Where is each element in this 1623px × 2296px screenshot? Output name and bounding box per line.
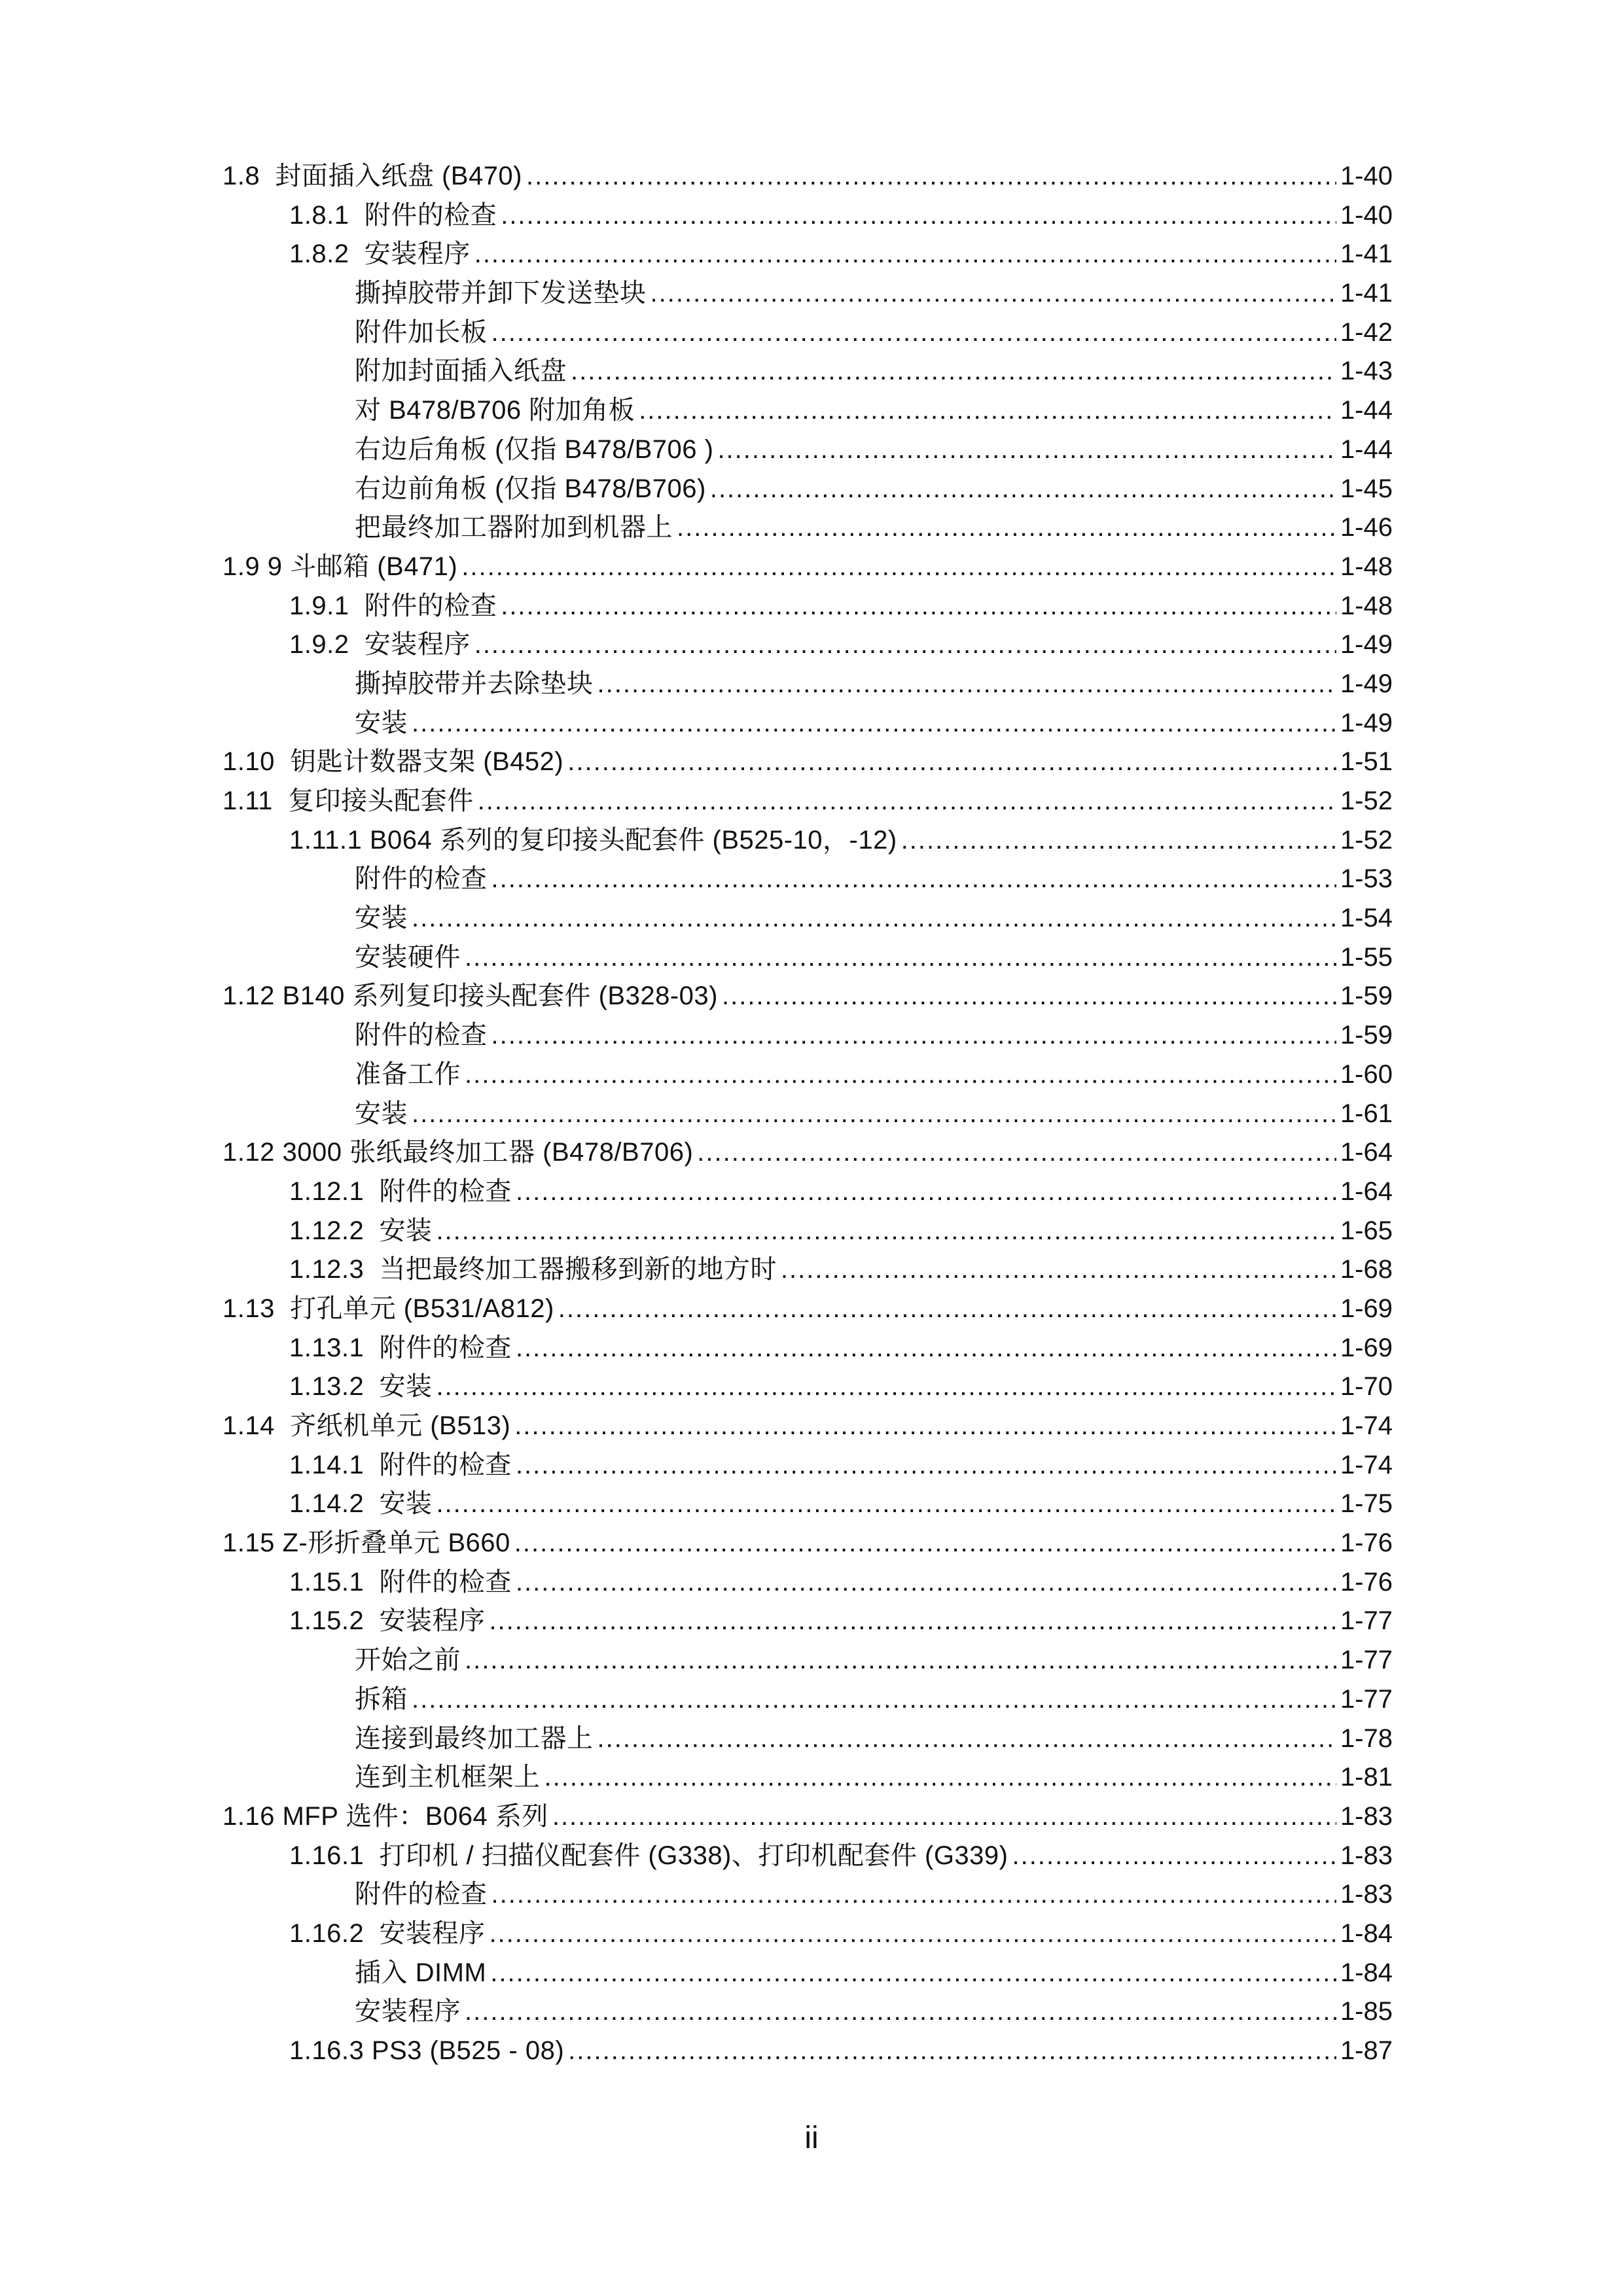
toc-entry-title: 1.8.2 安装程序 (289, 239, 471, 269)
toc-entry-title: 附件的检查 (355, 1880, 488, 1909)
toc-entry-title: 附加封面插入纸盘 (355, 357, 567, 386)
toc-entry-page: 1-69 (1340, 1294, 1393, 1323)
toc-entry-page: 1-43 (1340, 357, 1393, 386)
toc-entry-title: 对 B478/B706 附加角板 (355, 396, 635, 425)
toc-entry-page: 1-76 (1340, 1528, 1393, 1558)
toc-entry-page: 1-59 (1340, 1021, 1393, 1050)
toc-entry-page: 1-40 (1340, 162, 1393, 190)
toc-entry[interactable] (223, 1250, 1393, 1290)
toc-dot-leader (597, 665, 1336, 704)
toc-entry[interactable] (223, 235, 1393, 274)
toc-dot-leader (558, 1290, 1336, 1329)
toc-entry-title: 1.13.2 安装 (289, 1372, 433, 1402)
toc-entry[interactable] (223, 157, 1393, 196)
toc-dot-leader (465, 1992, 1336, 2032)
toc-entry-title: 1.14.1 附件的检查 (289, 1450, 512, 1479)
toc-entry-page: 1-41 (1340, 279, 1393, 308)
toc-entry-page: 1-74 (1340, 1450, 1393, 1479)
toc-entry-page: 1-54 (1340, 904, 1393, 933)
toc-entry-page: 1-77 (1340, 1684, 1393, 1714)
toc-entry-page: 1-61 (1340, 1099, 1393, 1128)
toc-dot-leader (412, 899, 1336, 938)
toc-dot-leader (501, 587, 1336, 626)
toc-entry-title: 安装硬件 (355, 942, 461, 972)
table-of-contents (223, 157, 1393, 2071)
toc-entry[interactable] (223, 196, 1393, 236)
toc-dot-leader (491, 1016, 1336, 1055)
toc-entry-title: 连到主机框架上 (355, 1763, 541, 1792)
toc-dot-leader (597, 1720, 1336, 1759)
toc-entry-page: 1-55 (1340, 942, 1393, 972)
toc-entry-title: 1.13.1 附件的检查 (289, 1333, 512, 1362)
toc-dot-leader (514, 1407, 1336, 1446)
toc-entry-page: 1-52 (1340, 786, 1393, 815)
toc-entry-page: 1-44 (1340, 434, 1393, 464)
toc-entry-page: 1-44 (1340, 396, 1393, 425)
toc-entry-title: 1.9.2 安装程序 (289, 630, 471, 660)
toc-dot-leader (781, 1250, 1336, 1290)
toc-entry-title: 1.8.1 附件的检查 (289, 200, 497, 230)
toc-entry-title: 插入 DIMM (355, 1958, 487, 1987)
toc-dot-leader (478, 782, 1336, 821)
toc-dot-leader (651, 274, 1336, 313)
toc-dot-leader (465, 1055, 1336, 1095)
toc-dot-leader (697, 1133, 1336, 1173)
toc-dot-leader (501, 196, 1336, 236)
toc-dot-leader (491, 860, 1336, 899)
toc-entry[interactable] (223, 1954, 1393, 1993)
toc-dot-leader (677, 508, 1336, 548)
toc-entry-title: 1.12.1 附件的检查 (289, 1176, 512, 1206)
toc-entry-page: 1-49 (1340, 669, 1393, 698)
toc-entry-page: 1-74 (1340, 1411, 1393, 1440)
toc-entry[interactable] (223, 2032, 1393, 2071)
toc-entry[interactable] (223, 352, 1393, 391)
toc-dot-leader (461, 548, 1336, 587)
toc-entry[interactable] (223, 1329, 1393, 1368)
toc-entry[interactable] (223, 508, 1393, 548)
toc-entry-page: 1-84 (1340, 1958, 1393, 1987)
toc-dot-leader (474, 626, 1336, 665)
toc-dot-leader (568, 2032, 1336, 2071)
toc-entry-title: 右边后角板 (仅指 B478/B706 ) (355, 434, 714, 464)
toc-entry-title: 附件的检查 (355, 1021, 488, 1050)
toc-dot-leader (491, 313, 1336, 353)
toc-entry-page: 1-49 (1340, 630, 1393, 660)
toc-entry-title: 1.9.1 附件的检查 (289, 591, 497, 620)
toc-dot-leader (474, 235, 1336, 274)
toc-entry-page: 1-76 (1340, 1567, 1393, 1597)
toc-entry-page: 1-64 (1340, 1176, 1393, 1206)
toc-entry[interactable] (223, 587, 1393, 626)
toc-dot-leader (436, 1212, 1336, 1251)
toc-dot-leader (717, 431, 1336, 470)
toc-entry-title: 1.16 MFP 选件：B064 系列 (223, 1801, 548, 1831)
toc-entry-title: 1.9 9 斗邮箱 (B471) (223, 552, 458, 581)
toc-entry-title: 1.12.3 当把最终加工器搬移到新的地方时 (289, 1255, 777, 1284)
toc-entry[interactable] (223, 1055, 1393, 1095)
toc-dot-leader (465, 938, 1336, 978)
toc-entry[interactable] (223, 938, 1393, 978)
toc-dot-leader (436, 1368, 1336, 1407)
toc-entry-title: 安装 (355, 904, 408, 933)
toc-entry-title: 安装程序 (355, 1997, 461, 2026)
toc-dot-leader (516, 1173, 1336, 1212)
toc-entry[interactable] (223, 1290, 1393, 1329)
toc-entry[interactable] (223, 1485, 1393, 1524)
toc-dot-leader (489, 1602, 1336, 1641)
toc-entry-page: 1-87 (1340, 2036, 1393, 2065)
toc-entry-title: 拆箱 (355, 1684, 408, 1714)
toc-entry-page: 1-65 (1340, 1216, 1393, 1245)
toc-entry-title: 安装 (355, 708, 408, 737)
toc-dot-leader (489, 1915, 1336, 1954)
toc-dot-leader (722, 977, 1336, 1016)
toc-entry[interactable] (223, 665, 1393, 704)
toc-dot-leader (514, 1524, 1336, 1563)
toc-entry-page: 1-51 (1340, 747, 1393, 777)
toc-entry[interactable] (223, 1602, 1393, 1641)
toc-entry[interactable] (223, 860, 1393, 899)
toc-entry-page: 1-41 (1340, 239, 1393, 269)
toc-entry-page: 1-75 (1340, 1489, 1393, 1519)
toc-dot-leader (436, 1485, 1336, 1524)
toc-dot-leader (571, 352, 1336, 391)
toc-entry[interactable] (223, 431, 1393, 470)
toc-entry-title: 1.14 齐纸机单元 (B513) (223, 1411, 511, 1440)
toc-entry-title: 开始之前 (355, 1646, 461, 1675)
toc-entry-page: 1-60 (1340, 1059, 1393, 1089)
toc-entry[interactable] (223, 782, 1393, 821)
toc-entry[interactable] (223, 1563, 1393, 1602)
toc-entry-title: 1.12 3000 张纸最终加工器 (B478/B706) (223, 1138, 694, 1167)
toc-entry-title: 1.16.2 安装程序 (289, 1918, 486, 1948)
toc-entry-title: 撕掉胶带并去除垫块 (355, 669, 594, 698)
toc-dot-leader (491, 1875, 1336, 1915)
toc-entry[interactable] (223, 1095, 1393, 1134)
toc-entry-title: 1.16.3 PS3 (B525 - 08) (289, 2036, 565, 2065)
toc-entry[interactable] (223, 470, 1393, 509)
toc-dot-leader (544, 1758, 1336, 1797)
toc-entry-title: 1.12.2 安装 (289, 1216, 433, 1245)
toc-entry[interactable] (223, 626, 1393, 665)
toc-entry[interactable] (223, 1992, 1393, 2032)
toc-entry[interactable] (223, 1837, 1393, 1876)
toc-entry-title: 1.10 钥匙计数器支架 (B452) (223, 747, 564, 777)
toc-entry-title: 把最终加工器附加到机器上 (355, 513, 673, 542)
page-number: ii (804, 2121, 819, 2155)
toc-entry-page: 1-83 (1340, 1841, 1393, 1870)
toc-entry-title: 1.15 Z-形折叠单元 B660 (223, 1528, 510, 1558)
toc-entry-title: 1.15.1 附件的检查 (289, 1567, 512, 1597)
toc-entry-page: 1-59 (1340, 981, 1393, 1011)
toc-entry[interactable] (223, 1173, 1393, 1212)
toc-entry-title: 1.15.2 安装程序 (289, 1606, 486, 1636)
toc-entry[interactable] (223, 704, 1393, 743)
toc-entry-title: 1.8 封面插入纸盘 (B470) (223, 162, 523, 190)
toc-entry[interactable] (223, 899, 1393, 938)
toc-dot-leader (490, 1954, 1336, 1993)
toc-entry-title: 右边前角板 (仅指 B478/B706) (355, 474, 706, 503)
toc-entry[interactable] (223, 1133, 1393, 1173)
toc-entry-page: 1-52 (1340, 825, 1393, 855)
toc-entry[interactable] (223, 821, 1393, 860)
toc-dot-leader (1012, 1837, 1336, 1876)
toc-entry[interactable] (223, 1797, 1393, 1837)
toc-dot-leader (567, 743, 1336, 782)
toc-entry[interactable] (223, 391, 1393, 431)
toc-entry-title: 1.11 复印接头配套件 (223, 786, 474, 815)
toc-entry-page: 1-84 (1340, 1918, 1393, 1948)
toc-entry-title: 1.14.2 安装 (289, 1489, 433, 1519)
toc-entry-page: 1-83 (1340, 1801, 1393, 1831)
toc-entry-title: 准备工作 (355, 1059, 461, 1089)
toc-entry-page: 1-69 (1340, 1333, 1393, 1362)
toc-entry-page: 1-48 (1340, 591, 1393, 620)
toc-dot-leader (901, 821, 1336, 860)
toc-entry-title: 撕掉胶带并卸下发送垫块 (355, 279, 647, 308)
toc-entry[interactable] (223, 743, 1393, 782)
toc-dot-leader (710, 470, 1336, 509)
toc-entry-page: 1-77 (1340, 1606, 1393, 1636)
toc-entry-page: 1-77 (1340, 1646, 1393, 1675)
toc-entry[interactable] (223, 1641, 1393, 1680)
toc-entry[interactable] (223, 313, 1393, 353)
toc-entry-page: 1-81 (1340, 1763, 1393, 1792)
toc-entry-page: 1-45 (1340, 474, 1393, 503)
toc-entry[interactable] (223, 1368, 1393, 1407)
toc-entry[interactable] (223, 1680, 1393, 1720)
toc-entry-title: 附件的检查 (355, 864, 488, 894)
toc-entry-page: 1-42 (1340, 317, 1393, 347)
toc-entry-page: 1-68 (1340, 1255, 1393, 1284)
toc-dot-leader (639, 391, 1336, 431)
toc-entry-title: 1.13 打孔单元 (B531/A812) (223, 1294, 554, 1323)
toc-entry-page: 1-49 (1340, 708, 1393, 737)
toc-entry-page: 1-40 (1340, 200, 1393, 230)
toc-dot-leader (465, 1641, 1336, 1680)
toc-entry[interactable] (223, 548, 1393, 587)
toc-entry-page: 1-53 (1340, 864, 1393, 894)
toc-dot-leader (412, 1095, 1336, 1134)
toc-entry[interactable] (223, 1758, 1393, 1797)
toc-entry-page: 1-46 (1340, 513, 1393, 542)
toc-entry[interactable] (223, 274, 1393, 313)
toc-entry-page: 1-70 (1340, 1372, 1393, 1402)
toc-entry[interactable] (223, 1524, 1393, 1563)
toc-dot-leader (516, 1563, 1336, 1602)
toc-dot-leader (412, 1680, 1336, 1720)
toc-entry-page: 1-83 (1340, 1880, 1393, 1909)
toc-entry-page: 1-48 (1340, 552, 1393, 581)
toc-entry[interactable] (223, 977, 1393, 1016)
toc-dot-leader (412, 704, 1336, 743)
toc-entry[interactable] (223, 1016, 1393, 1055)
toc-entry-title: 安装 (355, 1099, 408, 1128)
toc-entry[interactable] (223, 1407, 1393, 1446)
toc-entry-title: 1.12 B140 系列复印接头配套件 (B328-03) (223, 981, 718, 1011)
toc-entry-page: 1-64 (1340, 1138, 1393, 1167)
toc-entry-title: 附件加长板 (355, 317, 488, 347)
toc-entry[interactable] (223, 1446, 1393, 1485)
toc-entry[interactable] (223, 1720, 1393, 1759)
toc-entry-page: 1-78 (1340, 1723, 1393, 1753)
toc-dot-leader (552, 1797, 1336, 1837)
toc-entry-page: 1-85 (1340, 1997, 1393, 2026)
toc-entry-title: 1.16.1 打印机 / 扫描仪配套件 (G338)、打印机配套件 (G339) (289, 1841, 1008, 1870)
toc-entry-title: 1.11.1 B064 系列的复印接头配套件 (B525-10，-12) (289, 825, 897, 855)
toc-entry[interactable] (223, 1915, 1393, 1954)
toc-entry[interactable] (223, 1875, 1393, 1915)
toc-dot-leader (516, 1446, 1336, 1485)
toc-entry-title: 连接到最终加工器上 (355, 1723, 594, 1753)
toc-dot-leader (526, 157, 1336, 196)
toc-entry[interactable] (223, 1212, 1393, 1251)
toc-dot-leader (516, 1329, 1336, 1368)
